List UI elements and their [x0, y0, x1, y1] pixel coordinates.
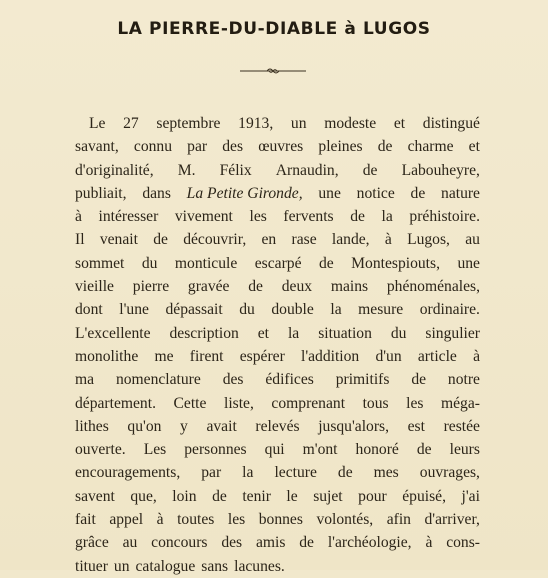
- word: mesure: [358, 301, 404, 319]
- word: M.: [177, 161, 196, 179]
- word: en: [261, 231, 277, 249]
- word: me: [154, 347, 174, 365]
- word: mes: [373, 464, 399, 482]
- word: savant,: [75, 138, 119, 156]
- word: rase: [291, 231, 317, 249]
- word: les: [249, 208, 267, 226]
- word: un: [113, 557, 130, 575]
- word: de: [212, 487, 227, 505]
- word: sujet: [313, 487, 343, 505]
- word: œuvres: [258, 138, 304, 156]
- text-line: [75, 508, 480, 531]
- word: qui: [264, 441, 285, 459]
- word: deux: [281, 278, 313, 296]
- word: Félix: [219, 161, 252, 179]
- word: notre: [447, 371, 480, 389]
- word: et: [257, 324, 270, 342]
- text-line: [75, 205, 480, 228]
- word: ouverte.: [75, 441, 126, 459]
- text-line: [75, 135, 480, 158]
- word: d'un: [375, 347, 402, 365]
- word: de: [377, 138, 393, 156]
- word: vieille: [75, 278, 114, 296]
- word: lithes: [75, 417, 109, 435]
- word: personnes: [184, 441, 247, 459]
- word: de: [337, 464, 353, 482]
- word: Labouheyre,: [401, 161, 480, 179]
- word: escarpé: [254, 254, 302, 272]
- word: les: [406, 394, 424, 412]
- word: à: [75, 208, 82, 226]
- word: ouvrages,: [419, 464, 480, 482]
- word: encouragements,: [75, 464, 181, 482]
- word: Il: [75, 231, 85, 249]
- word: modeste: [324, 115, 377, 132]
- word: phénoménales,: [386, 278, 480, 296]
- word: bonnes: [258, 511, 303, 529]
- word: sommet: [75, 254, 125, 272]
- word: septembre: [156, 115, 221, 132]
- word: l'archéologie,: [327, 534, 412, 552]
- word: pierre: [132, 278, 170, 296]
- word: notice: [356, 184, 395, 202]
- word: singulier: [425, 324, 480, 342]
- text-line: [75, 275, 480, 298]
- word: que,: [130, 487, 157, 505]
- word: toutes: [177, 511, 215, 529]
- word: pour: [358, 487, 387, 505]
- word: connu: [133, 138, 173, 156]
- word: distingué: [422, 115, 480, 132]
- word: L'excellente: [75, 324, 151, 342]
- word: La Petite Gironde,: [186, 184, 303, 202]
- word: savent: [75, 487, 115, 505]
- word: gravée: [187, 278, 230, 296]
- text-line: [75, 415, 480, 438]
- word: liste,: [223, 394, 254, 412]
- word: l'une: [119, 301, 149, 319]
- word: fait: [75, 511, 96, 529]
- word: double: [271, 301, 314, 319]
- text-line: [75, 322, 480, 345]
- word: amis: [255, 534, 286, 552]
- word: épuisé,: [402, 487, 447, 505]
- text-line: [75, 368, 480, 391]
- word: lacunes.: [234, 557, 285, 575]
- word: nomenclature: [115, 371, 201, 389]
- word: d'arriver,: [424, 511, 480, 529]
- word: la: [381, 208, 393, 226]
- text-line: [75, 252, 480, 275]
- word: de: [299, 534, 314, 552]
- word: situation: [318, 324, 372, 342]
- word: l'addition: [300, 347, 360, 365]
- word: espérer: [239, 347, 285, 365]
- word: Lugos,: [407, 231, 450, 249]
- body-paragraph: [75, 112, 480, 578]
- word: au: [122, 534, 138, 552]
- word: tituer: [75, 557, 108, 575]
- word: monolithe: [75, 347, 139, 365]
- word: du: [141, 254, 158, 272]
- word: sans: [201, 557, 229, 575]
- word: intéresser: [98, 208, 159, 226]
- word: catalogue: [135, 557, 196, 575]
- word: est: [407, 417, 425, 435]
- word: 1913,: [238, 115, 274, 132]
- word: au: [465, 231, 480, 249]
- word: une: [318, 184, 341, 202]
- word: et: [393, 115, 406, 132]
- word: pleines: [318, 138, 363, 156]
- word: Arnaudin,: [275, 161, 339, 179]
- text-line: [75, 228, 480, 251]
- word: description: [169, 324, 239, 342]
- word: préhistoire.: [409, 208, 480, 226]
- text-line: [75, 182, 480, 205]
- word: des: [222, 138, 244, 156]
- word: charme: [407, 138, 454, 156]
- word: restée: [443, 417, 480, 435]
- word: loin: [172, 487, 197, 505]
- word: m'ont: [302, 441, 338, 459]
- ornament-icon: [240, 66, 306, 76]
- word: un: [290, 115, 307, 132]
- word: j'ai: [461, 487, 480, 505]
- word: lande,: [331, 231, 370, 249]
- word: de: [362, 161, 378, 179]
- word: du: [390, 324, 407, 342]
- word: à: [384, 231, 392, 249]
- text-line: [75, 112, 480, 135]
- word: dont: [75, 301, 103, 319]
- word: de: [350, 208, 365, 226]
- word: par: [201, 464, 222, 482]
- word: et: [468, 138, 480, 156]
- word: méga-: [441, 394, 480, 412]
- word: tous: [362, 394, 389, 412]
- word: édifices: [265, 371, 314, 389]
- word: jusqu'alors,: [318, 417, 389, 435]
- word: fervents: [283, 208, 334, 226]
- word: des: [221, 534, 243, 552]
- word: honoré: [355, 441, 399, 459]
- word: article: [417, 347, 457, 365]
- word: lecture: [274, 464, 317, 482]
- word: ma: [75, 371, 95, 389]
- word: concours: [151, 534, 208, 552]
- word: appel: [109, 511, 144, 529]
- text-line: [75, 392, 480, 415]
- text-line: [75, 345, 480, 368]
- word: comprenant: [271, 394, 346, 412]
- word: venait: [99, 231, 138, 249]
- word: y: [180, 417, 188, 435]
- text-line: [75, 485, 480, 508]
- text-line: [75, 555, 480, 578]
- word: à: [425, 534, 433, 552]
- word: de: [416, 441, 432, 459]
- word: Le: [89, 115, 106, 132]
- word: des: [222, 371, 244, 389]
- word: mains: [330, 278, 369, 296]
- word: primitifs: [335, 371, 390, 389]
- word: relevés: [255, 417, 300, 435]
- word: leurs: [449, 441, 480, 459]
- word: volontés,: [316, 511, 374, 529]
- word: d'originalité,: [75, 161, 154, 179]
- word: ordinaire.: [419, 301, 480, 319]
- word: de: [411, 371, 427, 389]
- word: de: [153, 231, 168, 249]
- word: cons-: [446, 534, 480, 552]
- word: dépassait: [165, 301, 223, 319]
- word: par: [187, 138, 208, 156]
- word: les: [227, 511, 246, 529]
- word: du: [239, 301, 255, 319]
- word: qu'on: [127, 417, 162, 435]
- text-line: [75, 298, 480, 321]
- word: Cette: [173, 394, 207, 412]
- word: le: [286, 487, 298, 505]
- word: nature: [441, 184, 480, 202]
- word: la: [330, 301, 342, 319]
- word: avait: [206, 417, 237, 435]
- word: département.: [75, 394, 156, 412]
- page-title: LA PIERRE-DU-DIABLE à LUGOS: [117, 19, 431, 39]
- word: firent: [189, 347, 224, 365]
- word: de: [318, 254, 334, 272]
- word: tenir: [242, 487, 271, 505]
- word: vivement: [174, 208, 233, 226]
- text-line: [75, 531, 480, 554]
- word: la: [287, 324, 300, 342]
- word: publiait,: [75, 184, 127, 202]
- word: de: [410, 184, 426, 202]
- word: à: [156, 511, 164, 529]
- word: la: [242, 464, 254, 482]
- word: une: [457, 254, 480, 272]
- word: découvrir,: [183, 231, 247, 249]
- word: à: [473, 347, 480, 365]
- word: 27: [123, 115, 139, 132]
- word: Les: [143, 441, 167, 459]
- word: de: [248, 278, 263, 296]
- word: afin: [386, 511, 411, 529]
- word: monticule: [174, 254, 238, 272]
- text-line: [75, 461, 480, 484]
- word: grâce: [75, 534, 109, 552]
- text-line: [75, 159, 480, 182]
- word: Montespiouts,: [351, 254, 440, 272]
- text-line: [75, 438, 480, 461]
- word: dans: [142, 184, 171, 202]
